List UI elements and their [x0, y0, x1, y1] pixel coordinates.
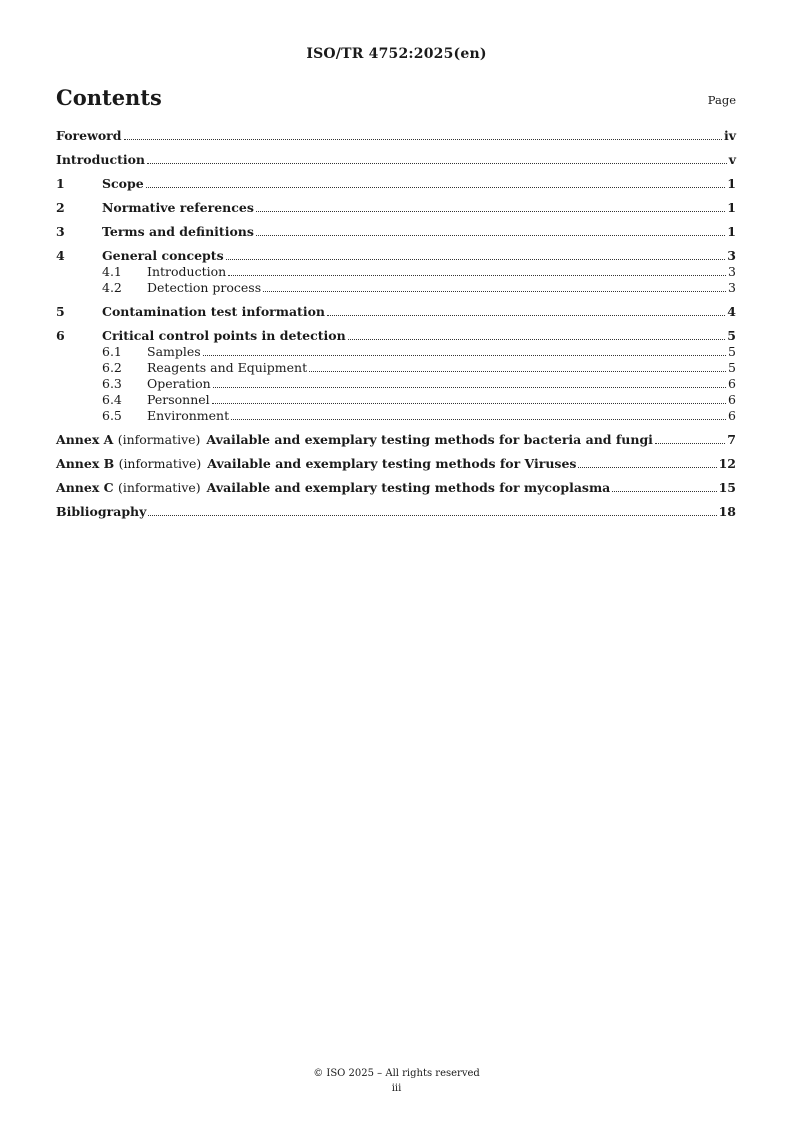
dot-leader: [263, 291, 726, 292]
toc-entry-subsection-6-1[interactable]: [56, 344, 736, 360]
dot-leader: [578, 467, 716, 468]
annex-type: (informative): [118, 456, 202, 471]
dot-leader: [226, 259, 726, 260]
toc-entry-section-5[interactable]: [56, 304, 736, 320]
toc-entry-page: 1: [727, 224, 736, 239]
dot-leader: [231, 419, 726, 420]
toc-entry-page: v: [728, 152, 736, 167]
toc-entry-title: Samples: [147, 344, 201, 359]
dot-leader: [612, 491, 716, 492]
toc-entry-title: Detection process: [147, 280, 262, 295]
toc-entry-title: Reagents and Equipment: [147, 360, 308, 375]
toc-entry-annex-b[interactable]: [56, 456, 736, 472]
dot-leader: [228, 275, 726, 276]
annex-type: (informative): [117, 480, 201, 495]
page-number: iii: [391, 1083, 402, 1094]
annex-label: Annex A: [56, 432, 114, 447]
toc-entry-page: 5: [728, 344, 736, 359]
toc-entry-foreword[interactable]: [56, 128, 736, 144]
section-number: 4: [56, 248, 65, 263]
dot-leader: [148, 515, 716, 516]
toc-entry-bibliography[interactable]: [56, 504, 736, 520]
page-footer: [0, 1066, 793, 1096]
toc-entry-section-4[interactable]: [56, 248, 736, 264]
dot-leader: [203, 355, 726, 356]
toc-entry-title: General concepts: [102, 248, 224, 263]
copyright-notice: © ISO 2025 – All rights reserved: [313, 1068, 480, 1079]
toc-entry-title: Operation: [147, 376, 211, 391]
subsection-number: 4.2: [102, 280, 122, 295]
dot-leader: [256, 235, 725, 236]
toc-entry-section-3[interactable]: [56, 224, 736, 240]
toc-entry-title: Introduction: [147, 264, 227, 279]
toc-entry-title: Contamination test information: [102, 304, 326, 319]
toc-entry-page: 3: [727, 248, 736, 263]
toc-entry-page: 3: [728, 280, 736, 295]
toc-entry-section-1[interactable]: [56, 176, 736, 192]
subsection-number: 6.3: [102, 376, 122, 391]
subsection-number: 6.1: [102, 344, 122, 359]
section-number: 1: [56, 176, 65, 191]
toc-entry-annex-c[interactable]: [56, 480, 736, 496]
toc-entry-subsection-4-1[interactable]: [56, 264, 736, 280]
subsection-number: 6.5: [102, 408, 122, 423]
dot-leader: [124, 139, 722, 140]
contents-title: Contents: [56, 85, 162, 110]
dot-leader: [146, 187, 726, 188]
dot-leader: [213, 387, 726, 388]
toc-entry-subsection-4-2[interactable]: [56, 280, 736, 296]
annex-label: Annex B: [56, 456, 115, 471]
toc-entry-page: 18: [718, 504, 736, 519]
annex-type: (informative): [117, 432, 201, 447]
toc-entry-page: 3: [728, 264, 736, 279]
toc-entry-page: 12: [718, 456, 736, 471]
toc-entry-page: 15: [718, 480, 736, 495]
section-number: 6: [56, 328, 65, 343]
dot-leader: [655, 443, 725, 444]
toc-entry-page: 5: [727, 328, 736, 343]
toc-entry-title: Bibliography: [56, 504, 147, 519]
toc-entry-page: 6: [728, 392, 736, 407]
toc-entry-title: Environment: [147, 408, 230, 423]
toc-entry-page: 6: [728, 376, 736, 391]
section-number: 2: [56, 200, 65, 215]
subsection-number: 6.4: [102, 392, 122, 407]
subsection-number: 6.2: [102, 360, 122, 375]
toc-entry-title: Available and exemplary testing methods for bacteria and fungi: [206, 432, 653, 447]
toc-entry-subsection-6-5[interactable]: [56, 408, 736, 424]
toc-entry-page: 1: [727, 176, 736, 191]
dot-leader: [348, 339, 726, 340]
toc-entry-page: 6: [728, 408, 736, 423]
toc-entry-page: 1: [727, 200, 736, 215]
page-column-label: Page: [707, 93, 736, 107]
subsection-number: 4.1: [102, 264, 122, 279]
toc-entry-page: 4: [727, 304, 736, 319]
toc-entry-annex-a[interactable]: [56, 432, 736, 448]
toc-entry-title: Terms and definitions: [102, 224, 254, 239]
section-number: 3: [56, 224, 65, 239]
document-id-header: ISO/TR 4752:2025(en): [306, 46, 487, 62]
table-of-contents: [56, 128, 736, 520]
dot-leader: [327, 315, 725, 316]
toc-entry-section-6[interactable]: [56, 328, 736, 344]
toc-entry-title: Personnel: [147, 392, 210, 407]
toc-entry-title: Scope: [102, 176, 144, 191]
toc-entry-section-2[interactable]: [56, 200, 736, 216]
toc-entry-title: Available and exemplary testing methods for mycoplasma: [206, 480, 611, 495]
dot-leader: [147, 163, 727, 164]
toc-entry-title: Normative references: [102, 200, 254, 215]
toc-entry-page: 5: [728, 360, 736, 375]
toc-entry-page: 7: [727, 432, 736, 447]
section-number: 5: [56, 304, 65, 319]
dot-leader: [309, 371, 726, 372]
toc-entry-subsection-6-3[interactable]: [56, 376, 736, 392]
toc-entry-subsection-6-2[interactable]: [56, 360, 736, 376]
toc-entry-title: Critical control points in detection: [102, 328, 346, 343]
toc-entry-page: iv: [723, 128, 736, 143]
toc-entry-introduction[interactable]: [56, 152, 736, 168]
dot-leader: [256, 211, 725, 212]
toc-entry-subsection-6-4[interactable]: [56, 392, 736, 408]
annex-label: Annex C: [56, 480, 114, 495]
toc-entry-title: Introduction: [56, 152, 146, 167]
toc-entry-title: Available and exemplary testing methods for Viruses: [207, 456, 577, 471]
toc-entry-title: Foreword: [56, 128, 122, 143]
dot-leader: [212, 403, 726, 404]
